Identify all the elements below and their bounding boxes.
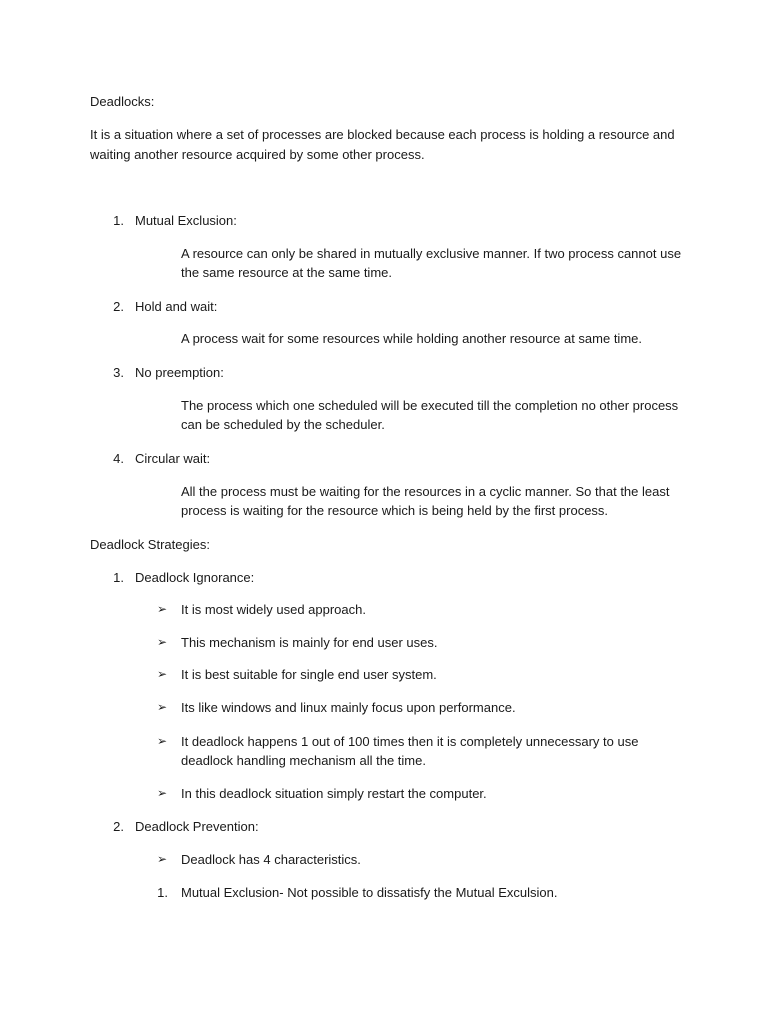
strategy-title-deadlock-ignorance: Deadlock Ignorance: bbox=[135, 570, 255, 585]
list-number: 4. bbox=[113, 451, 124, 466]
condition-description-line: A resource can only be shared in mutually exclusive manner. If two process cannot use bbox=[181, 246, 682, 261]
condition-title-mutual-exclusion: Mutual Exclusion: bbox=[135, 213, 237, 228]
condition-title-circular-wait: Circular wait: bbox=[135, 451, 211, 466]
list-number: 2. bbox=[113, 299, 124, 314]
list-number: 1. bbox=[113, 570, 124, 585]
sub-list-item: Mutual Exclusion- Not possible to dissatisfy the Mutual Exculsion. bbox=[181, 885, 558, 900]
arrow-bullet-icon: ➢ bbox=[157, 852, 168, 866]
condition-title-no-preemption: No preemption: bbox=[135, 365, 224, 380]
arrow-bullet-icon: ➢ bbox=[157, 700, 168, 714]
condition-description-line: can be scheduled by the scheduler. bbox=[181, 417, 385, 432]
condition-description-line: process is waiting for the resource which is being held by the first process. bbox=[181, 503, 609, 518]
arrow-bullet-icon: ➢ bbox=[157, 602, 168, 616]
intro-paragraph-line-1: It is a situation where a set of processes are blocked because each process is holding a resource and bbox=[90, 127, 675, 142]
bullet-item: This mechanism is mainly for end user uses. bbox=[181, 635, 438, 650]
bullet-item: Deadlock has 4 characteristics. bbox=[181, 852, 361, 867]
strategy-title-deadlock-prevention: Deadlock Prevention: bbox=[135, 819, 259, 834]
arrow-bullet-icon: ➢ bbox=[157, 667, 168, 681]
arrow-bullet-icon: ➢ bbox=[157, 635, 168, 649]
bullet-item: It is best suitable for single end user system. bbox=[181, 667, 437, 682]
bullet-item: Its like windows and linux mainly focus upon performance. bbox=[181, 700, 516, 715]
condition-description-line: A process wait for some resources while holding another resource at same time. bbox=[181, 331, 642, 346]
arrow-bullet-icon: ➢ bbox=[157, 734, 168, 748]
list-number: 1. bbox=[157, 885, 168, 900]
arrow-bullet-icon: ➢ bbox=[157, 786, 168, 800]
heading-deadlock-strategies: Deadlock Strategies: bbox=[90, 537, 210, 552]
list-number: 1. bbox=[113, 213, 124, 228]
list-number: 2. bbox=[113, 819, 124, 834]
condition-description-line: The process which one scheduled will be executed till the completion no other process bbox=[181, 398, 679, 413]
bullet-item: In this deadlock situation simply restart the computer. bbox=[181, 786, 487, 801]
list-number: 3. bbox=[113, 365, 124, 380]
intro-paragraph-line-2: waiting another resource acquired by some other process. bbox=[90, 147, 425, 162]
condition-description-line: the same resource at the same time. bbox=[181, 265, 392, 280]
bullet-item-continuation: deadlock handling mechanism all the time. bbox=[181, 753, 426, 768]
bullet-item: It deadlock happens 1 out of 100 times then it is completely unnecessary to use bbox=[181, 734, 639, 749]
bullet-item: It is most widely used approach. bbox=[181, 602, 366, 617]
condition-title-hold-and-wait: Hold and wait: bbox=[135, 299, 218, 314]
heading-deadlocks: Deadlocks: bbox=[90, 94, 155, 109]
condition-description-line: All the process must be waiting for the resources in a cyclic manner. So that the least bbox=[181, 484, 670, 499]
